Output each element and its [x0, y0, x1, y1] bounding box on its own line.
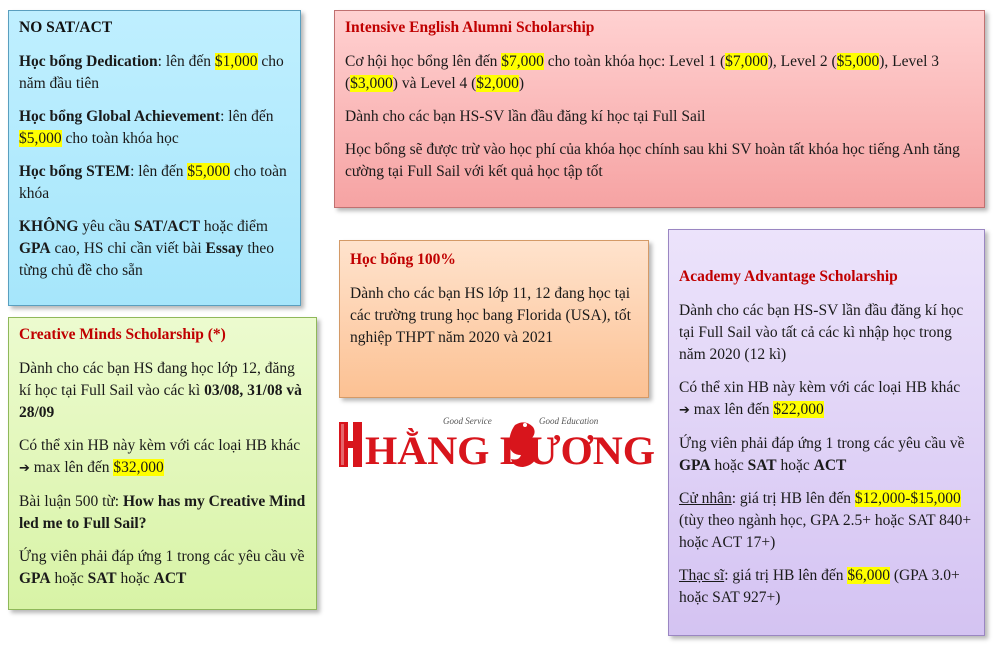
academy-requirements: Ứng viên phải đáp ứng 1 trong các yêu cầu về GPA hoặc SAT hoặc ACT — [679, 435, 965, 474]
logo-tagline-education: Good Education — [539, 416, 599, 426]
no-sat-act-title: NO SAT/ACT — [19, 19, 113, 36]
creative-minds-title: Creative Minds Scholarship (*) — [19, 326, 226, 343]
logo-tagline-service: Good Service — [443, 416, 492, 426]
stem-scholarship: Học bổng STEM: lên đến $5,000 cho toàn khóa — [19, 163, 287, 202]
full-scholarship-box — [339, 240, 649, 398]
creative-minds-box — [8, 317, 317, 610]
logo-brand-text: HẰNG LƯƠNG — [365, 428, 655, 471]
full-scholarship-eligibility: Dành cho các bạn HS lớp 11, 12 đang học tại các trường trung học bang Florida (USA), tốt nghiệp THPT năm 2020 và 2021 — [350, 285, 631, 346]
academy-master: Thạc sĩ: giá trị HB lên đến $6,000 (GPA 3.0+ hoặc SAT 927+) — [679, 567, 960, 606]
dedication-amount: $1,000 — [214, 53, 258, 70]
intensive-deduction-note: Học bổng sẽ được trừ vào học phí của khóa học chính sau khi SV hoàn tất khóa học tiếng Anh tăng cường tại Full Sail với kết quả học tập tốt — [345, 141, 960, 180]
hang-luong-logo — [339, 413, 657, 471]
logo-h-mark — [339, 422, 362, 467]
full-scholarship-title: Học bổng 100% — [350, 251, 456, 268]
global-achievement-amount: $5,000 — [19, 130, 62, 147]
intensive-english-title: Intensive English Alumni Scholarship — [345, 19, 595, 36]
dedication-scholarship: Học bổng Dedication: lên đến $1,000 cho năm đầu tiên — [19, 53, 284, 92]
no-requirement-note: KHÔNG yêu cầu SAT/ACT hoặc điểm GPA cao, HS chỉ cần viết bài Essay theo từng chủ đề cho sẵn — [19, 218, 274, 279]
arrow-right-icon: ➔ — [19, 461, 30, 476]
creative-essay: Bài luận 500 từ: How has my Creative Mind led me to Full Sail? — [19, 493, 306, 532]
intensive-english-box — [334, 10, 985, 208]
creative-requirements: Ứng viên phải đáp ứng 1 trong các yêu cầu về GPA hoặc SAT hoặc ACT — [19, 548, 305, 587]
stem-amount: $5,000 — [187, 163, 230, 180]
academy-advantage-title: Academy Advantage Scholarship — [679, 268, 898, 285]
intensive-levels: Cơ hội học bổng lên đến $7,000 cho toàn khóa học: Level 1 ($7,000), Level 2 ($5,000), Level 3 ($3,000) và Level 4 ($2,000) — [345, 53, 940, 92]
academy-bachelor: Cử nhân: giá trị HB lên đến $12,000-$15,000 (tùy theo ngành học, GPA 2.5+ hoặc SAT 840+ hoặc ACT 17+) — [679, 490, 972, 551]
academy-eligibility: Dành cho các bạn HS-SV lần đầu đăng kí học tại Full Sail vào tất cả các kì nhập học trong năm 2020 (12 kì) — [679, 302, 964, 363]
intensive-eligibility: Dành cho các bạn HS-SV lần đầu đăng kí học tại Full Sail — [345, 108, 706, 125]
academy-combine-note: Có thể xin HB này kèm với các loại HB khác ➔ max lên đến $22,000 — [679, 379, 961, 418]
creative-combine-note: Có thể xin HB này kèm với các loại HB khác ➔ max lên đến $32,000 — [19, 437, 301, 476]
creative-eligibility: Dành cho các bạn HS đang học lớp 12, đăng kí học tại Full Sail vào các kì 03/08, 31/08 và 28/09 — [19, 360, 302, 421]
no-sat-act-box — [8, 10, 301, 306]
arrow-right-icon: ➔ — [679, 403, 690, 418]
academy-advantage-box — [668, 229, 985, 636]
global-achievement-scholarship: Học bổng Global Achievement: lên đến $5,000 cho toàn khóa học — [19, 108, 274, 147]
